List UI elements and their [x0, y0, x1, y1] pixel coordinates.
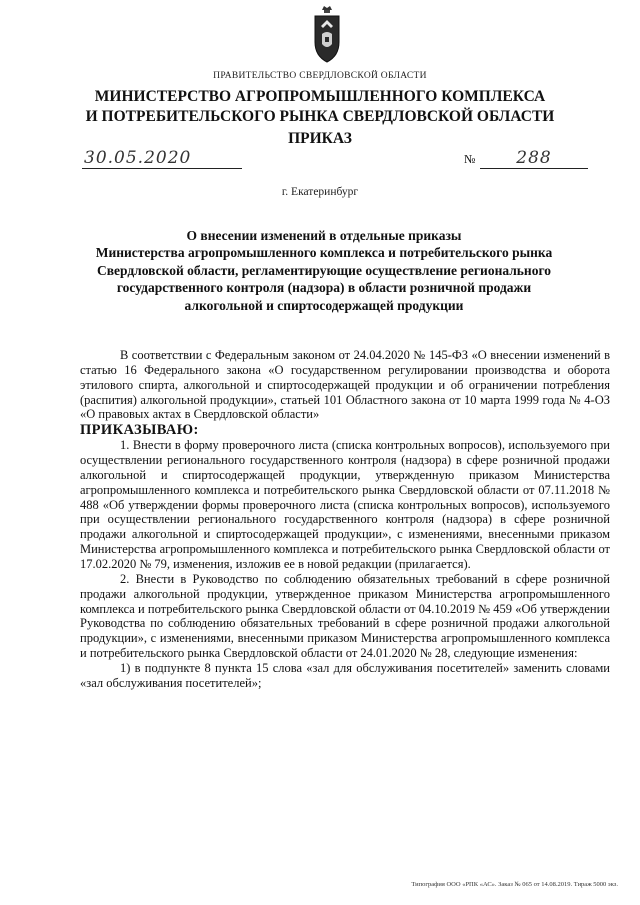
order-word: ПРИКАЗЫВАЮ:	[80, 422, 199, 439]
number-sign: №	[464, 152, 476, 166]
ministry-name: МИНИСТЕРСТВО АГРОПРОМЫШЛЕННОГО КОМПЛЕКСА И ПОТРЕБИТЕЛЬСКОГО РЫНКА СВЕРДЛОВСКОЙ ОБЛАСТИ	[85, 88, 555, 125]
document-heading: О внесении изменений в отдельные приказы Министерства агропромышленного комплекса и потребительского рынка Свердловской области, регламентирующие осуществление регионального государственного контроля (надзора) в области розничной продажи алкогольной и спиртосодержащей продукции	[95, 228, 553, 313]
city: г. Екатеринбург	[281, 186, 359, 198]
document-body	[80, 348, 610, 691]
government-name: ПРАВИТЕЛЬСТВО СВЕРДЛОВСКОЙ ОБЛАСТИ	[213, 71, 427, 81]
coat-of-arms-icon	[312, 4, 342, 66]
preamble-paragraph: В соответствии с Федеральным законом от 24.04.2020 № 145-ФЗ «О внесении изменений в статью 16 Федерального закона «О государственном регулировании производства и оборота этилового спирта, алкогольной и спиртосодержащей продукции и об ограничении потребления (распития) алкогольной продукции», статьей 101 Областного закона от 10 марта 1999 года № 4-ОЗ «О правовых актах в Свердловской области»	[80, 348, 610, 422]
item-2-paragraph: 2. Внести в Руководство по соблюдению обязательных требований в сфере розничной продажи алкогольной продукции, утвержденное приказом Министерства агропромышленного комплекса и потребительского рынка Свердловской области от 04.10.2019 № 459 «Об утверждении Руководства по соблюдению обязательных требований в сфере розничной продажи алкогольной продукции», с изменениями, внесенными приказом Министерства агропромышленного комплекса и потребительского рынка Свердловской области от 24.01.2020 № 28, следующие изменения:	[80, 571, 610, 661]
order-title: ПРИКАЗ	[288, 130, 352, 147]
item-1-paragraph: 1. Внести в форму проверочного листа (списка контрольных вопросов), используемого при осуществлении регионального государственного контроля (надзора) в сфере розничной продажи алкогольной и спиртосодержащей продукции, утвержденную приказом Министерства агропромышленного комплекса и потребительского рынка Свердловской области от 07.11.2018 № 488 «Об утверждении формы проверочного листа (списка контрольных вопросов), используемого при осуществлении регионального государственного контроля (надзора) в сфере розничной продажи алкогольной и спиртосодержащей продукции», с изменениями, внесенными приказом Министерства агропромышленного комплекса и потребительского рынка Свердловской области от 17.02.2020 № 79, изменения, изложив ее в новой редакции (прилагается).	[80, 438, 610, 571]
order-number: 288	[480, 148, 588, 169]
order-date: 30.05.2020	[82, 148, 242, 169]
print-footer: Типография ООО «РПК «АС». Заказ № 065 от 14.08.2019. Тираж 5000 экз.	[411, 881, 618, 888]
subitem-1-paragraph: 1) в подпункте 8 пункта 15 слова «зал для обслуживания посетителей» заменить словами «зал обслуживания посетителей»;	[80, 660, 610, 690]
